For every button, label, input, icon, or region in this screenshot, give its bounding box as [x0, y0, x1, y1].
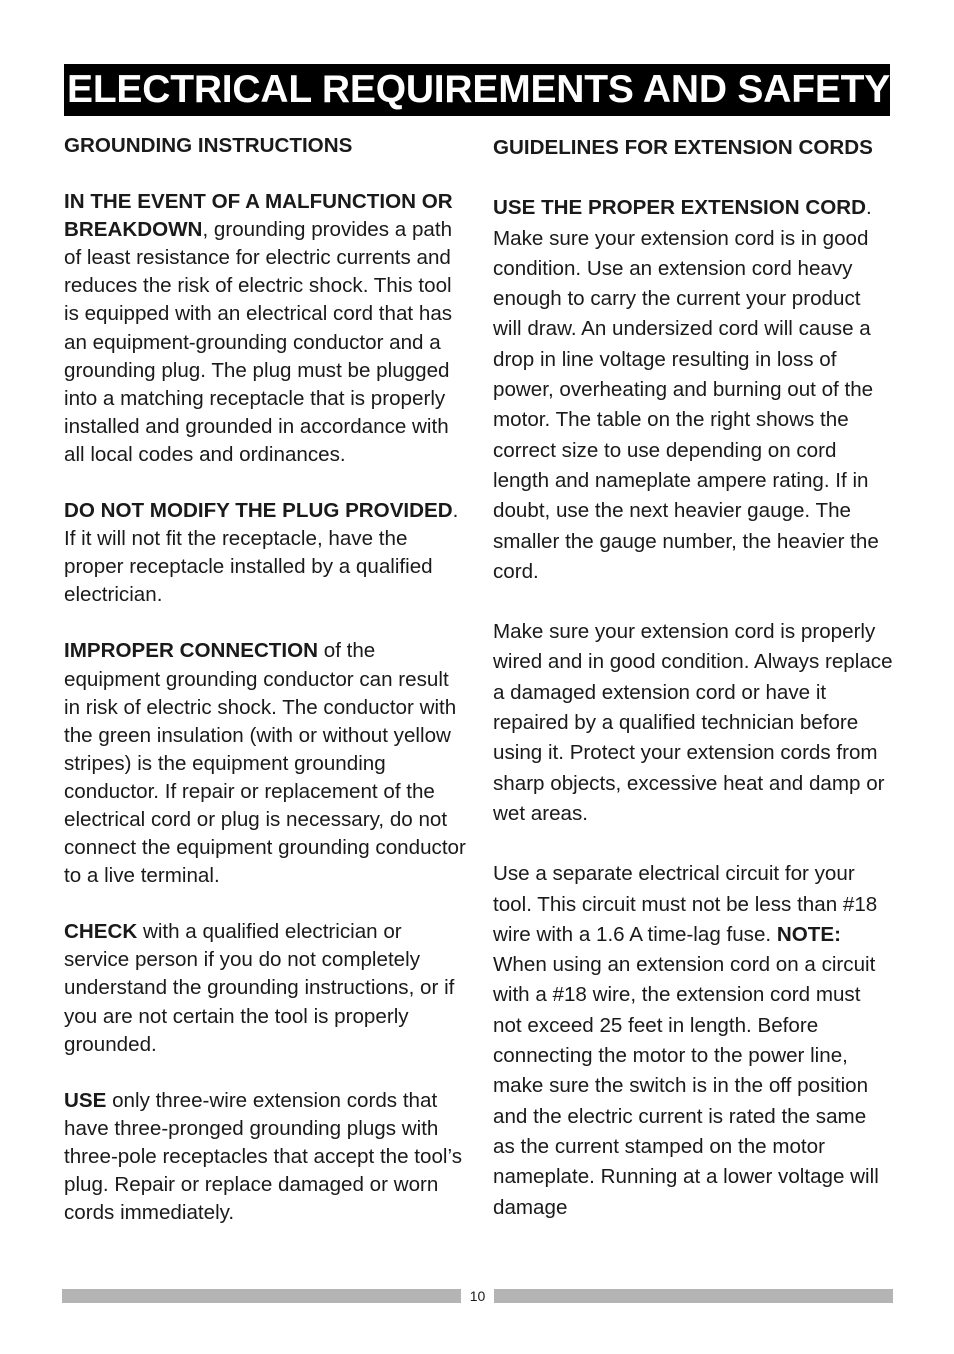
paragraph-separate-circuit — [493, 859, 893, 1223]
paragraph-body: with a qualified electrician or service person if you do not completely understand the grounding instructions, or if you are not certain the tool is properly grounded. — [64, 920, 455, 1056]
section-heading-grounding — [64, 132, 466, 160]
paragraph-lead: USE THE PROPER EXTENSION CORD — [493, 196, 867, 220]
left-column — [64, 132, 466, 1255]
section-heading-extension-cords — [493, 133, 893, 163]
heading-text: GUIDELINES FOR EXTENSION CORDS — [493, 136, 873, 159]
paragraph-body: of the equipment grounding conductor can result in risk of electric shock. The conductor with the green insulation (with or without yellow stripes) is the equipment grounding conductor. If repair or replacement of the electrical cord or plug is necessary, do not connect the equipment grounding conductor to a live terminal. — [64, 639, 466, 888]
paragraph-body: , grounding provides a path of least resistance for electric currents and reduces the risk of electric shock. This tool is equipped with an electrical cord that has an equipment-grounding conductor and a grounding plug. The plug must be plugged into a matching receptacle that is properly installed and grounded in accordance with all local codes and ordinances. — [64, 218, 453, 466]
heading-text: GROUNDING INSTRUCTIONS — [64, 134, 353, 157]
footer-rule-left — [62, 1289, 461, 1303]
footer-rule-right — [494, 1289, 893, 1303]
page-footer — [0, 1289, 954, 1305]
paragraph-check — [64, 918, 466, 1058]
paragraph-malfunction — [64, 188, 466, 469]
paragraph-body: . Make sure your extension cord is in good condition. Use an extension cord heavy enough to carry the current your product will draw. An undersized cord will cause a drop in line voltage resulting in loss of power, overheating and burning out of the motor. The table on the right shows the correct size to use depending on cord length and nameplate ampere rating. If in doubt, use the next heavier gauge. The smaller the gauge number, the heavier the cord. — [493, 196, 879, 583]
note-label: NOTE: — [776, 922, 841, 946]
paragraph-body: Use a separate electrical circuit for your tool. This circuit must not be less than #18 wire with a 1.6 A time-lag fuse. — [493, 862, 878, 946]
paragraph-improper-connection — [64, 637, 466, 890]
paragraph-lead: IMPROPER CONNECTION — [64, 639, 319, 663]
paragraph-lead: CHECK — [64, 920, 138, 944]
right-column — [493, 133, 893, 1253]
paragraph-lead: USE — [64, 1088, 107, 1112]
paragraph-body: When using an extension cord on a circuit with a #18 wire, the extension cord must not exceed 25 feet in length. Before connecting the motor to the power line, make sure the switch is in the off position and the electric current is rated the same as the current stamped on the motor nameplate. Running at a lower voltage will damage — [493, 953, 879, 1219]
page-title: ELECTRICAL REQUIREMENTS AND SAFETY — [67, 68, 891, 111]
title-banner — [64, 64, 890, 116]
paragraph-body: . If it will not fit the receptacle, have the proper receptacle installed by a qualified electrician. — [64, 499, 459, 607]
paragraph-proper-extension-cord — [493, 193, 893, 587]
page-number: 10 — [469, 1288, 486, 1304]
paragraph-do-not-modify — [64, 497, 466, 609]
paragraph-body: only three-wire extension cords that have three-pronged grounding plugs with three-pole receptacles that accept the tool’s plug. Repair or replace damaged or worn cords immediately. — [64, 1088, 463, 1225]
paragraph-lead: IN THE EVENT OF A MALFUNCTION OR BREAKDOWN — [64, 190, 453, 242]
paragraph-cord-condition — [493, 617, 893, 829]
paragraph-lead: DO NOT MODIFY THE PLUG PROVIDED — [64, 499, 453, 523]
paragraph-body: Make sure your extension cord is properly wired and in good condition. Always replace a damaged extension cord or have it repaired by a qualified technician before using it. Protect your extension cords from sharp objects, excessive heat and damp or wet areas. — [493, 620, 893, 825]
paragraph-use — [64, 1087, 466, 1227]
